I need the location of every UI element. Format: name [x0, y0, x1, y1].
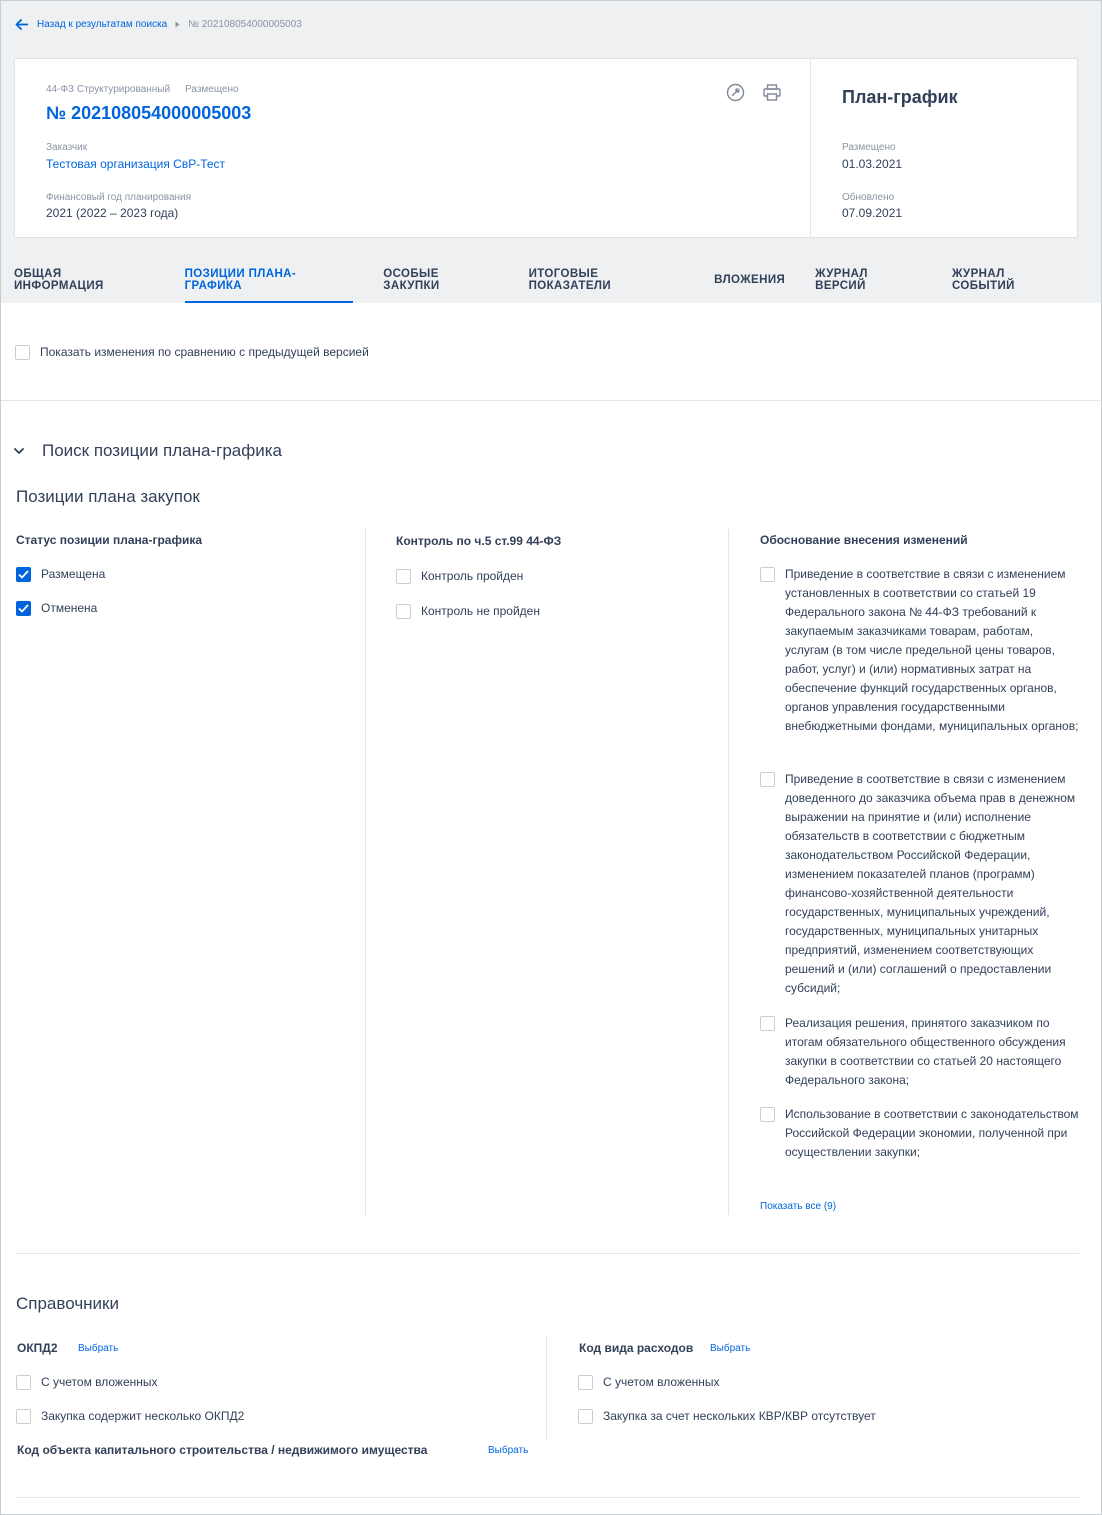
- control-failed-checkbox[interactable]: [396, 604, 411, 619]
- card-side: [811, 59, 1077, 237]
- okpd-select-link[interactable]: Выбрать: [78, 1343, 119, 1354]
- okpd-nested-row[interactable]: [16, 1375, 158, 1392]
- search-section-title[interactable]: Поиск позиции плана-графика: [42, 441, 282, 460]
- status-placed-label: Размещена: [41, 567, 106, 581]
- card-actions: [725, 82, 799, 102]
- reason-option[interactable]: [760, 1107, 1080, 1162]
- positions-subtitle: Позиции плана закупок: [16, 487, 200, 506]
- reason-label: Приведение в соответствие в связи с изменением установленных в соответствии со статьей 19 Федерального закона № 44-ФЗ требований к закупаемым заказчиками товарам, работам, услугам (в том числе предельной цены товаров, работ, услуг) и (или) нормативных затрат на обеспечение функций государственных органов, органов управления государственными внебюджетными фондами, муниципальных органов;: [785, 567, 1079, 733]
- control-failed-label: Контроль не пройден: [421, 604, 540, 618]
- reason-checkbox[interactable]: [760, 1107, 775, 1122]
- status-option-placed[interactable]: [16, 567, 105, 584]
- status-cancelled-label: Отменена: [41, 601, 98, 615]
- column-divider: [546, 1337, 547, 1441]
- control-passed-label: Контроль пройден: [421, 569, 524, 583]
- status-badge: Размещено: [185, 84, 239, 95]
- control-passed-checkbox[interactable]: [396, 569, 411, 584]
- updated-label: Обновлено: [842, 192, 895, 203]
- reason-label: Приведение в соответствие в связи с изменением доведенного до заказчика объема прав в денежном выражении на принятие и (или) исполнение обязательств в соответствии с бюджетным законодательством Российской Федерации, изменением показателей планов (программ) финансово-хозяйственной деятельности государственных, муниципальных учреждений, государственных, муниципальных унитарных предприятий, изменением соответствующих решений и (или) соглашений о предоставлении субсидий;: [785, 772, 1076, 995]
- tab-version-log[interactable]: ЖУРНАЛ ВЕРСИЙ: [815, 268, 868, 292]
- check-icon: [18, 604, 29, 613]
- placed-label: Размещено: [842, 142, 896, 153]
- reason-option[interactable]: [760, 567, 1080, 736]
- divider: [1, 400, 1101, 401]
- chevron-right-icon: [175, 21, 180, 28]
- status-filter-title: Статус позиции плана-графика: [16, 533, 203, 547]
- reason-label: Использование в соответствии с законодательством Российской Федерации экономии, полученной при осуществлении закупки;: [785, 1107, 1079, 1159]
- customer-link[interactable]: Тестовая организация СвР-Тест: [46, 157, 226, 171]
- document-type: План-график: [842, 87, 958, 107]
- placed-date: 01.03.2021: [842, 157, 903, 171]
- kvr-select-link[interactable]: Выбрать: [710, 1343, 751, 1354]
- control-filter-title: Контроль по ч.5 ст.99 44-ФЗ: [396, 534, 562, 548]
- print-icon[interactable]: [762, 82, 782, 102]
- card-meta: [46, 84, 239, 95]
- breadcrumb: [15, 15, 302, 33]
- check-icon: [18, 570, 29, 579]
- kvr-nested-label: С учетом вложенных: [603, 1375, 720, 1389]
- divider: [15, 1253, 1079, 1254]
- tab-event-log[interactable]: ЖУРНАЛ СОБЫТИЙ: [951, 268, 1015, 292]
- updated-date: 07.09.2021: [842, 206, 903, 220]
- okpd-title: ОКПД2: [17, 1341, 58, 1355]
- tab-bar: [14, 257, 1101, 303]
- control-option-failed[interactable]: [396, 604, 540, 621]
- column-divider: [365, 529, 366, 1215]
- tab-totals[interactable]: ИТОГОВЫЕ ПОКАЗАТЕЛИ: [528, 268, 612, 292]
- kvr-nested-row[interactable]: [578, 1375, 720, 1392]
- kvr-multiple-row[interactable]: [578, 1409, 876, 1426]
- chevron-down-icon: [13, 445, 25, 457]
- show-changes-label: Показать изменения по сравнению с предыдущей версией: [40, 345, 369, 359]
- back-label: Назад к результатам поиска: [37, 18, 168, 30]
- breadcrumb-current: № 202108054000005003: [188, 18, 302, 30]
- tab-attachments[interactable]: ВЛОЖЕНИЯ: [714, 274, 786, 286]
- reason-checkbox[interactable]: [760, 1016, 775, 1031]
- customer-label: Заказчик: [46, 142, 88, 153]
- references-title: Справочники: [16, 1294, 119, 1313]
- signature-icon[interactable]: [725, 82, 745, 102]
- capital-select-link[interactable]: Выбрать: [488, 1445, 529, 1456]
- status-cancelled-checkbox[interactable]: [16, 601, 31, 616]
- law-type: 44-ФЗ Структурированный: [46, 84, 171, 95]
- header-area: [1, 1, 1101, 303]
- okpd-nested-label: С учетом вложенных: [41, 1375, 158, 1389]
- column-divider: [728, 529, 729, 1215]
- capital-object-title: Код объекта капитального строительства / недвижимого имущества: [17, 1443, 428, 1457]
- kvr-multiple-label: Закупка за счет нескольких КВР/КВР отсутствует: [603, 1409, 876, 1423]
- reason-checkbox[interactable]: [760, 567, 775, 582]
- status-option-cancelled[interactable]: [16, 601, 97, 618]
- control-option-passed[interactable]: [396, 569, 523, 586]
- document-card: [14, 58, 1078, 238]
- reason-option[interactable]: [760, 1016, 1080, 1090]
- okpd-multiple-label: Закупка содержит несколько ОКПД2: [41, 1409, 245, 1423]
- fin-year-value: 2021 (2022 – 2023 года): [46, 206, 179, 220]
- tab-plan-positions[interactable]: ПОЗИЦИИ ПЛАНА-ГРАФИКА: [185, 257, 354, 303]
- okpd-nested-checkbox[interactable]: [16, 1375, 31, 1390]
- registry-number: № 202108054000005003: [46, 103, 252, 123]
- divider: [15, 1497, 1079, 1498]
- show-changes-row[interactable]: [15, 345, 369, 362]
- kvr-nested-checkbox[interactable]: [578, 1375, 593, 1390]
- reason-label: Реализация решения, принятого заказчиком по итогам обязательного общественного обсуждения закупки в соответствии со статьей 20 настоящего Федерального закона;: [785, 1016, 1066, 1087]
- reason-checkbox[interactable]: [760, 772, 775, 787]
- card-main: [15, 59, 811, 237]
- reason-filter-title: Обоснование внесения изменений: [760, 533, 968, 547]
- reason-option[interactable]: [760, 772, 1080, 998]
- back-to-results-link[interactable]: [15, 19, 167, 30]
- show-changes-checkbox[interactable]: [15, 345, 30, 360]
- collapse-toggle[interactable]: [13, 444, 25, 462]
- okpd-multiple-row[interactable]: [16, 1409, 244, 1426]
- arrow-left-icon: [15, 19, 28, 30]
- kvr-title: Код вида расходов: [579, 1341, 694, 1355]
- tab-general-info[interactable]: ОБЩАЯ ИНФОРМАЦИЯ: [14, 268, 104, 292]
- tab-special-purchases[interactable]: ОСОБЫЕ ЗАКУПКИ: [383, 268, 440, 292]
- fin-year-label: Финансовый год планирования: [46, 192, 192, 203]
- okpd-multiple-checkbox[interactable]: [16, 1409, 31, 1424]
- kvr-multiple-checkbox[interactable]: [578, 1409, 593, 1424]
- status-placed-checkbox[interactable]: [16, 567, 31, 582]
- show-all-reasons-link[interactable]: Показать все (9): [760, 1201, 837, 1212]
